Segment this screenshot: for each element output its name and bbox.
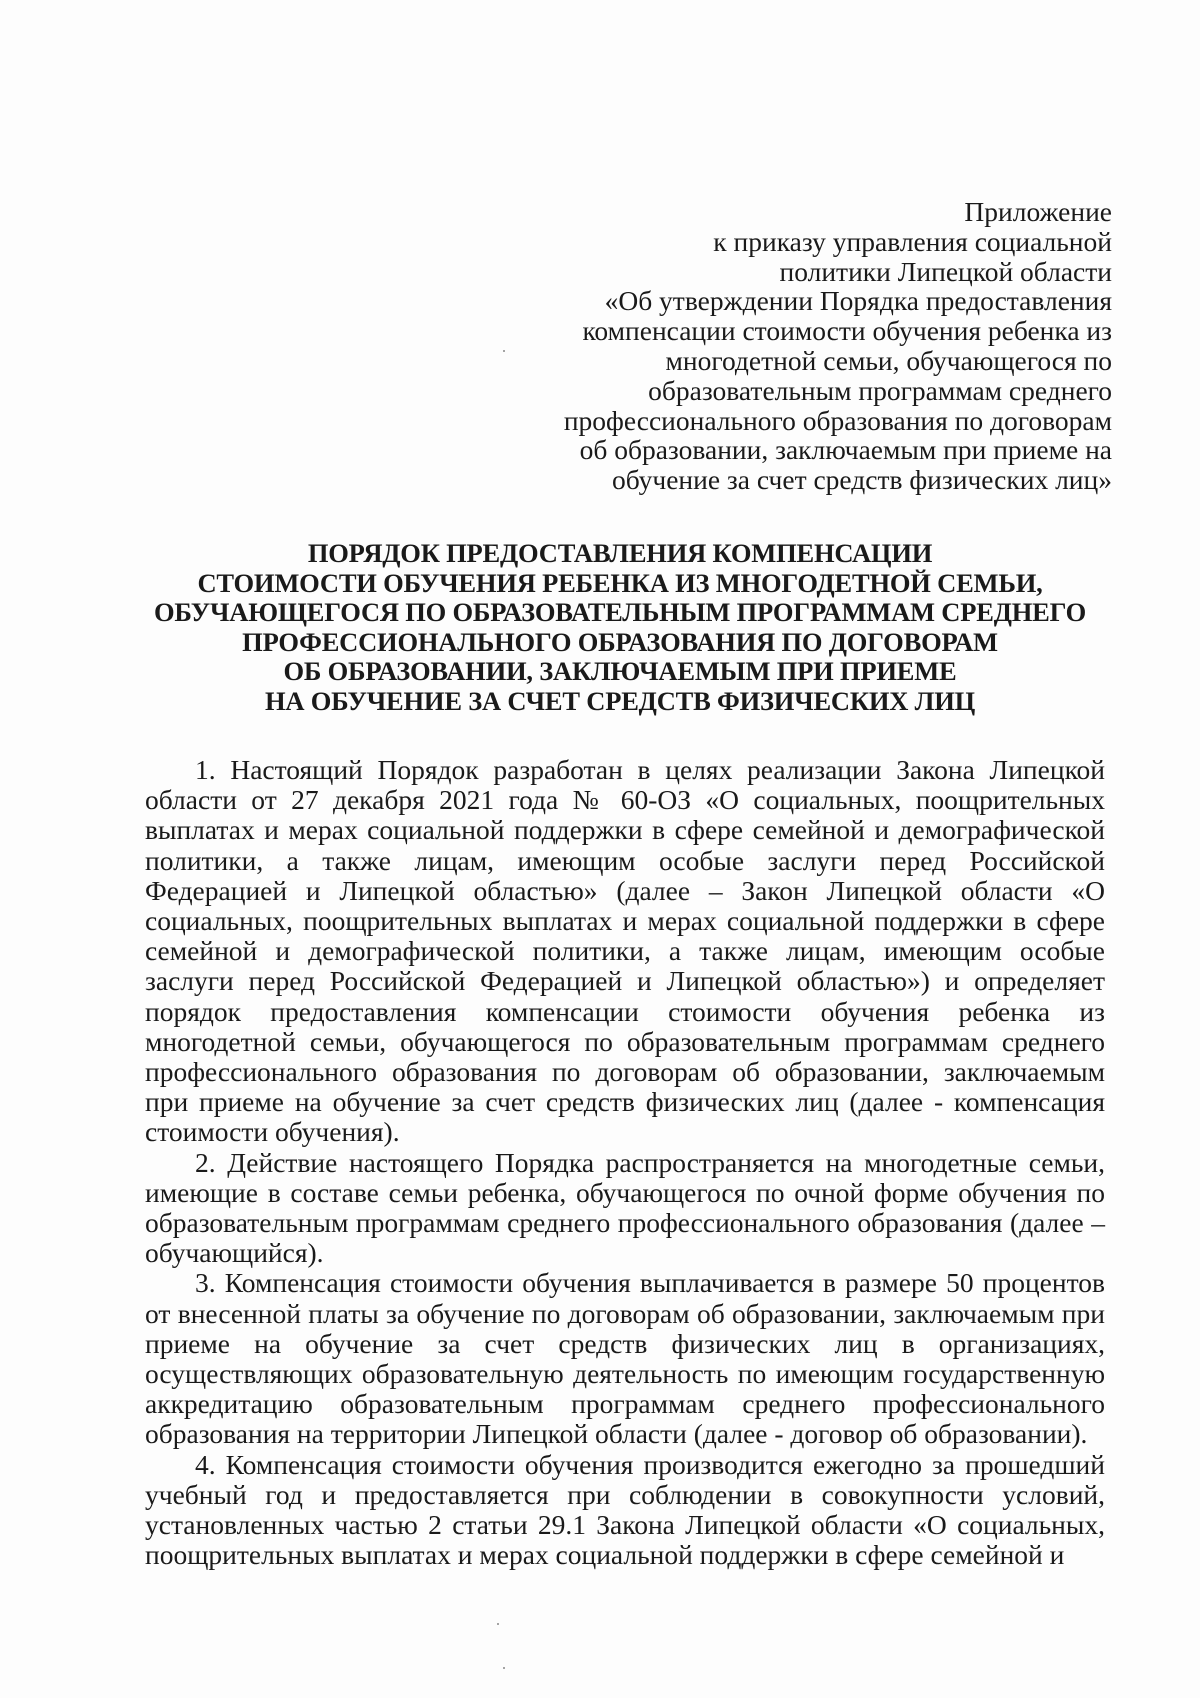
scan-speck xyxy=(503,350,505,352)
scan-speck xyxy=(497,1623,499,1625)
paragraph-3: 3. Компенсация стоимости обучения выплачивается в размере 50 процентов от внесенной платы за обучение по договорам об образовании, заключаемым при приеме на обучение за счет средств физических лиц в организациях, осуществляющих образовательную деятельность по имеющим государственную аккредитацию образовательным программам среднего профессионального образования на территории Липецкой области (далее - договор об образовании). xyxy=(145,1267,1105,1450)
appendix-line: образовательным программам среднего xyxy=(648,374,1112,406)
paragraph-4: 4. Компенсация стоимости обучения производится ежегодно за прошедший учебный год и предоставляется при соблюдении в совокупности условий, установленных частью 2 статьи 29.1 Закона Липецкой области «О социальных, поощрительных выплатах и мерах социальной поддержки в сфере семейной и xyxy=(145,1448,1105,1571)
appendix-line: политики Липецкой области xyxy=(779,255,1112,287)
appendix-header xyxy=(492,197,1112,495)
appendix-line: многодетной семьи, обучающегося по xyxy=(665,344,1112,376)
title-line: НА ОБУЧЕНИЕ ЗА СЧЕТ СРЕДСТВ ФИЗИЧЕСКИХ ЛИЦ xyxy=(264,685,976,716)
scan-speck xyxy=(503,1667,505,1669)
title-line: ПОРЯДОК ПРЕДОСТАВЛЕНИЯ КОМПЕНСАЦИИ xyxy=(307,538,933,568)
paragraph-2: 2. Действие настоящего Порядка распространяется на многодетные семьи, имеющие в составе семьи ребенка, обучающегося по очной форме обучения по образовательным программам среднего профессионального образования (далее – обучающийся). xyxy=(145,1146,1105,1269)
document-body xyxy=(145,755,1105,1570)
paragraph-1: 1. Настоящий Порядок разработан в целях реализации Закона Липецкой области от 27 декабря 2021 года № 60-ОЗ «О социальных, поощрительных выплатах и мерах социальной поддержки в сфере семейной и демографической политики, а также лицам, имеющим особые заслуги перед Российской Федерацией и Липецкой областью» (далее – Закон Липецкой области «О социальных, поощрительных выплатах и мерах социальной поддержки в сфере семейной и демографической политики, а также лицам, имеющим особые заслуги перед Российской Федерацией и Липецкой областью») и определяет порядок предоставления компенсации стоимости обучения ребенка из многодетной семьи, обучающегося по образовательным программам среднего профессионального образования по договорам об образовании, заключаемым при приеме на обучение за счет средств физических лиц (далее - компенсация стоимости обучения). xyxy=(145,754,1105,1148)
appendix-line: профессионального образования по договорам xyxy=(563,404,1112,436)
document-title xyxy=(140,539,1100,716)
appendix-line: Приложение xyxy=(964,196,1112,227)
title-line: ОБУЧАЮЩЕГОСЯ ПО ОБРАЗОВАТЕЛЬНЫМ ПРОГРАММАМ СРЕДНЕГО xyxy=(153,597,1087,627)
appendix-line: об образовании, заключаемым при приеме на xyxy=(579,434,1112,466)
title-line: СТОИМОСТИ ОБУЧЕНИЯ РЕБЕНКА ИЗ МНОГОДЕТНОЙ СЕМЬИ, xyxy=(197,567,1043,598)
appendix-line: «Об утверждении Порядка предоставления xyxy=(604,285,1112,317)
title-line: ОБ ОБРАЗОВАНИИ, ЗАКЛЮЧАЕМЫМ ПРИ ПРИЕМЕ xyxy=(283,656,957,686)
appendix-line: к приказу управления социальной xyxy=(713,225,1112,257)
title-line: ПРОФЕССИОНАЛЬНОГО ОБРАЗОВАНИЯ ПО ДОГОВОРАМ xyxy=(242,626,998,657)
appendix-line: обучение за счет средств физических лиц» xyxy=(611,464,1112,496)
appendix-line: компенсации стоимости обучения ребенка из xyxy=(582,315,1112,347)
